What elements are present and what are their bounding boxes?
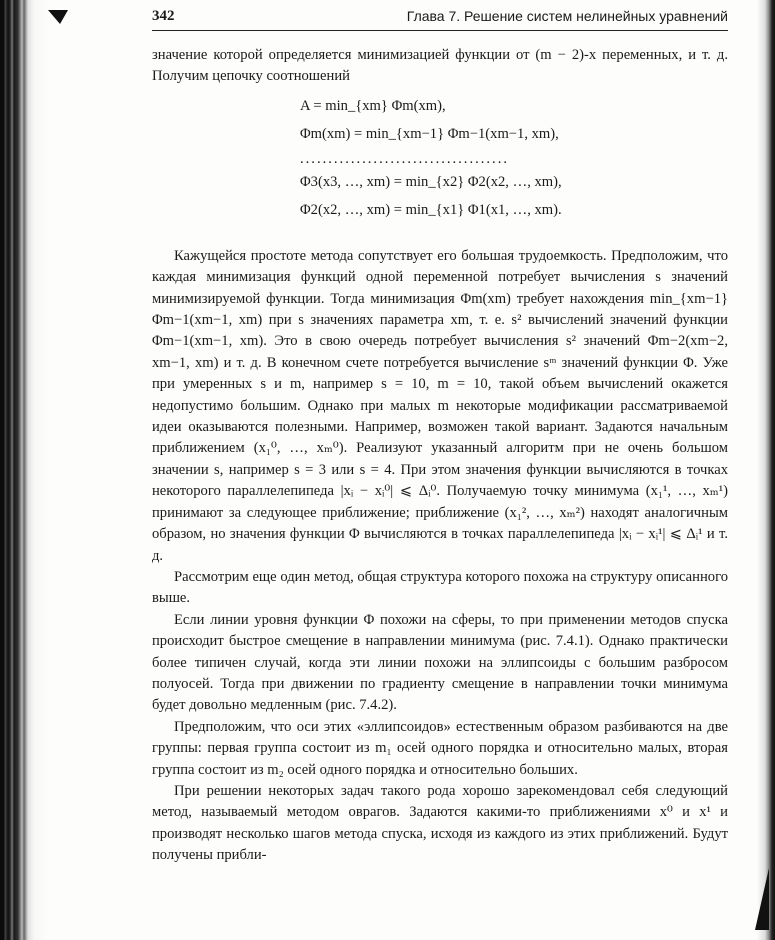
page-header (152, 8, 728, 31)
equation-chain (300, 96, 728, 228)
paragraph: Предположим, что оси этих «эллипсоидов» естественным образом разбиваются на две группы: первая группа состоит из m₁ осей одного порядка и относительно малых, вторая группа состоит из m₂ осей одного порядка и относительно больших. (152, 718, 728, 778)
paragraph: Рассмотрим еще один метод, общая структура которого похожа на структуру описанного выше. (152, 568, 728, 607)
scan-mark-top-icon (48, 10, 68, 24)
paragraph: При решении некоторых задач такого рода хорошо зарекомендовал себя следующий метод, называемый методом оврагов. Задаются какими-то приближениями x⁰ и x¹ и производят несколько шагов метода спуска, исходя из каждого из этих приближений. Будут получены прибли- (152, 782, 728, 864)
paragraph: Кажущейся простоте метода сопутствует его большая трудоемкость. Предположим, что каждая минимизация функций одной переменной потребует вычисления s значений минимизируемой функции. Тогда минимизация Φm(xm) требует нахождения min_{xm−1} Φm−1(xm−1, xm) при s значениях параметра xm, т. е. s² вычислений значений функции Φm−1(xm−1, xm). Это в свою очередь потребует вычисления s² значений Φm−2(xm−2, xm−1, xm) и т. д. В конечном счете потребуется вычисление sᵐ значений функции Φ. Уже при умеренных s и m, например s = 10, m = 10, такой объем вычислений окажется недопустимо большим. Однако при малых m некоторые модификации рассматриваемой идеи оказываются полезными. Например, возможен такой вариант. Задаются начальным приближением (x₁⁰, …, xₘ⁰). Реализуют указанный алгоритм при не очень большом значении s, например s = 3 или s = 4. При этом значения функции вычисляются в точках некоторого параллелепипеда |xᵢ − xᵢ⁰| ⩽ Δᵢ⁰. Получаемую точку минимума (x₁¹, …, xₘ¹) принимают за следующее приближение; приближение (x₁², …, xₘ²) находят аналогичным образом, но значения функции Φ вычисляются в точках параллелепипеда |xᵢ − xᵢ¹| ⩽ Δᵢ¹ и т. д. (152, 247, 728, 564)
scan-edge-left (0, 0, 48, 940)
running-title: Глава 7. Решение систем нелинейных уравнений (406, 8, 728, 24)
page-number: 342 (152, 8, 175, 24)
equation: A = min_{xm} Φm(xm), (300, 97, 446, 114)
book-page (152, 8, 728, 867)
scan-edge-right (757, 0, 775, 940)
equation-ellipsis: ..................................... (300, 150, 509, 167)
scan-mark-bottom-icon (755, 868, 769, 930)
paragraph: Если линии уровня функции Φ похожи на сферы, то при применении методов спуска происходит быстрое смещение в направлении минимума (рис. 7.4.1). Однако практически более типичен случай, когда эти линии похожи на эллипсоиды с большим разбросом полуосей. Тогда при движении по градиенту смещение в направлении точки минимума будет довольно медленным (рис. 7.4.2). (152, 611, 728, 714)
equation: Φ3(x3, …, xm) = min_{x2} Φ2(x2, …, xm), (300, 173, 562, 190)
equation: Φm(xm) = min_{xm−1} Φm−1(xm−1, xm), (300, 125, 559, 142)
paragraph: значение которой определяется минимизацией функции от (m − 2)-х переменных, и т. д. Получим цепочку соотношений (152, 47, 728, 85)
equation: Φ2(x2, …, xm) = min_{x1} Φ1(x1, …, xm). (300, 201, 562, 218)
